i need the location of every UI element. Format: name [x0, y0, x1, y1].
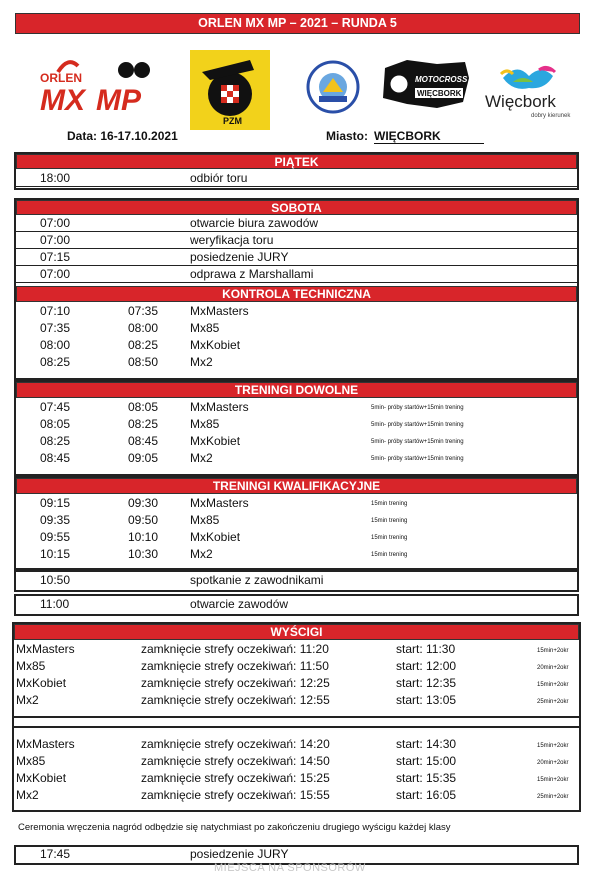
document-title: ORLEN MX MP – 2021 – RUNDA 5 — [15, 13, 580, 34]
start-time: 07:35 — [40, 321, 71, 335]
trening-row — [16, 434, 577, 449]
close-time: zamknięcie strefy oczekiwań: 15:25 — [141, 771, 330, 785]
otwarcie-row — [16, 597, 577, 612]
start-time: start: 15:00 — [396, 754, 457, 768]
end-time: 10:30 — [128, 547, 159, 561]
close-time: zamknięcie strefy oczekiwań: 14:50 — [141, 754, 330, 768]
start-time: start: 15:35 — [396, 771, 457, 785]
close-time: zamknięcie strefy oczekiwań: 12:55 — [141, 693, 330, 707]
close-time: zamknięcie strefy oczekiwań: 11:20 — [141, 642, 329, 656]
pzm-logo — [190, 50, 270, 130]
close-time: zamknięcie strefy oczekiwań: 15:55 — [141, 788, 330, 802]
orlen-mxmp-logo — [38, 52, 153, 118]
duration: 20min+2okr — [537, 760, 569, 766]
piatek-row — [16, 171, 577, 187]
class-name: Mx85 — [16, 754, 46, 768]
start-time: 08:45 — [40, 451, 71, 465]
class-name: Mx85 — [190, 417, 220, 431]
end-time: 08:25 — [128, 417, 159, 431]
duration: 25min+2okr — [537, 794, 569, 800]
race-divider — [14, 716, 579, 728]
sobota-header: SOBOTA — [16, 200, 577, 215]
race2-row — [16, 753, 579, 769]
time: 07:00 — [40, 216, 71, 230]
class-name: Mx2 — [190, 355, 213, 369]
trening-row — [16, 400, 577, 415]
spotkanie-row — [16, 573, 577, 588]
svg-text:PZM: PZM — [223, 116, 242, 126]
desc: otwarcie biura zawodów — [190, 216, 319, 230]
time: 11:00 — [40, 597, 70, 611]
class-name: Mx2 — [16, 693, 39, 707]
note: 5min- próby startów+15min trening — [371, 456, 464, 462]
end-time: 08:00 — [128, 321, 159, 335]
trening-row — [16, 451, 577, 466]
duration: 15min+2okr — [537, 682, 569, 688]
start-time: 07:45 — [40, 400, 71, 414]
ceremonia-note: Ceremonia wręczenia nagród odbędzie się natychmiast po zakończeniu drugiego wyścigu każdej klasy — [18, 822, 451, 833]
sobota-row — [16, 233, 577, 249]
desc: odbiór toru — [190, 171, 248, 185]
start-time: 08:00 — [40, 338, 71, 352]
kwalifikacja-row — [16, 547, 577, 562]
kontrola-row — [16, 304, 577, 319]
race1-row — [16, 641, 579, 657]
city-tagline: dobry kierunek — [531, 113, 571, 119]
sobota-row — [16, 216, 577, 232]
close-time: zamknięcie strefy oczekiwań: 12:25 — [141, 676, 330, 690]
mxmp-text: MX — [40, 84, 85, 117]
race1-row — [16, 675, 579, 691]
end-time: 07:35 — [128, 304, 159, 318]
sobota-row — [16, 250, 577, 266]
duration: 15min+2okr — [537, 777, 569, 783]
class-name: MxMasters — [16, 737, 75, 751]
start-time: 08:05 — [40, 417, 71, 431]
desc: weryfikacja toru — [190, 233, 274, 247]
note: 5min- próby startów+15min trening — [371, 405, 464, 411]
class-name: MxMasters — [190, 304, 249, 318]
start-time: start: 14:30 — [396, 737, 457, 751]
desc: spotkanie z zawodnikami — [190, 573, 324, 587]
class-name: Mx2 — [190, 547, 213, 561]
sobota-row — [16, 267, 577, 283]
wiecbork-city-logo — [483, 60, 575, 124]
race2-row — [16, 736, 579, 752]
desc: posiedzenie JURY — [190, 847, 289, 861]
city-label: Miasto: — [326, 129, 368, 143]
end-time: 10:10 — [128, 530, 159, 544]
time: 17:45 — [40, 847, 71, 861]
note: 15min trening — [371, 552, 408, 558]
kwalifikacja-row — [16, 513, 577, 528]
treningi-dowolne-header: TRENINGI DOWOLNE — [16, 382, 577, 398]
end-time: 08:25 — [128, 338, 159, 352]
class-name: MxKobiet — [190, 338, 241, 352]
svg-text:WIĘCBORK: WIĘCBORK — [417, 89, 462, 98]
desc: odprawa z Marshallami — [190, 267, 314, 281]
kontrola-row — [16, 321, 577, 336]
svg-text:MP: MP — [96, 84, 141, 117]
note: 15min trening — [371, 518, 408, 524]
class-name: MxKobiet — [190, 530, 241, 544]
race2-row — [16, 770, 579, 786]
duration: 15min+2okr — [537, 648, 569, 654]
duration: 20min+2okr — [537, 665, 569, 671]
time: 07:15 — [40, 250, 71, 264]
wyscigi-header: WYŚCIGI — [14, 624, 579, 640]
start-time: 07:10 — [40, 304, 71, 318]
start-time: 09:55 — [40, 530, 71, 544]
trening-row — [16, 417, 577, 432]
kontrola-header: KONTROLA TECHNICZNA — [16, 286, 577, 302]
time: 18:00 — [40, 171, 71, 185]
orlen-text: ORLEN — [40, 71, 82, 85]
race1-row — [16, 658, 579, 674]
class-name: Mx85 — [190, 513, 220, 527]
kwalifikacja-row — [16, 530, 577, 545]
start-time: 10:15 — [40, 547, 71, 561]
city-value: WIĘCBORK — [374, 129, 484, 144]
class-name: MxKobiet — [16, 771, 67, 785]
close-time: zamknięcie strefy oczekiwań: 11:50 — [141, 659, 329, 673]
kontrola-row — [16, 355, 577, 370]
end-time: 08:05 — [128, 400, 159, 414]
kontrola-row — [16, 338, 577, 353]
class-name: Mx85 — [190, 321, 220, 335]
jury-row — [16, 847, 577, 862]
start-time: 08:25 — [40, 355, 71, 369]
start-time: 09:35 — [40, 513, 71, 527]
time: 10:50 — [40, 573, 71, 587]
class-name: MxKobiet — [16, 676, 67, 690]
class-name: Mx2 — [16, 788, 39, 802]
duration: 15min+2okr — [537, 743, 569, 749]
start-time: start: 12:00 — [396, 659, 457, 673]
start-time: 09:15 — [40, 496, 71, 510]
close-time: zamknięcie strefy oczekiwań: 14:20 — [141, 737, 330, 751]
start-time: start: 16:05 — [396, 788, 457, 802]
time: 07:00 — [40, 233, 71, 247]
motocross-wiecbork-logo — [377, 58, 472, 110]
end-time: 09:30 — [128, 496, 159, 510]
class-name: MxMasters — [190, 496, 249, 510]
note: 5min- próby startów+15min trening — [371, 439, 464, 445]
piatek-header: PIĄTEK — [16, 154, 577, 169]
event-date: Data: 16-17.10.2021 — [67, 129, 178, 143]
start-time: start: 11:30 — [396, 642, 456, 656]
class-name: Mx85 — [16, 659, 46, 673]
duration: 25min+2okr — [537, 699, 569, 705]
race1-row — [16, 692, 579, 708]
note: 15min trening — [371, 535, 408, 541]
start-time: 08:25 — [40, 434, 71, 448]
end-time: 08:45 — [128, 434, 159, 448]
class-name: MxMasters — [16, 642, 75, 656]
end-time: 09:50 — [128, 513, 159, 527]
note: 5min- próby startów+15min trening — [371, 422, 464, 428]
class-name: Mx2 — [190, 451, 213, 465]
class-name: MxMasters — [190, 400, 249, 414]
end-time: 08:50 — [128, 355, 159, 369]
city-name: Więcbork — [485, 92, 556, 111]
kwalifikacja-row — [16, 496, 577, 511]
sponsors-watermark: MIEJSCA NA SPONSORÓW — [214, 862, 366, 874]
start-time: start: 12:35 — [396, 676, 457, 690]
race2-row — [16, 787, 579, 803]
club-logo — [303, 60, 363, 114]
treningi-kwalifikacyjne-header: TRENINGI KWALIFIKACYJNE — [16, 478, 577, 494]
class-name: MxKobiet — [190, 434, 241, 448]
end-time: 09:05 — [128, 451, 159, 465]
desc: posiedzenie JURY — [190, 250, 289, 264]
time: 07:00 — [40, 267, 71, 281]
start-time: start: 13:05 — [396, 693, 457, 707]
motocross-text: MOTOCROSS — [415, 75, 468, 84]
desc: otwarcie zawodów — [190, 597, 289, 611]
note: 15min trening — [371, 501, 408, 507]
